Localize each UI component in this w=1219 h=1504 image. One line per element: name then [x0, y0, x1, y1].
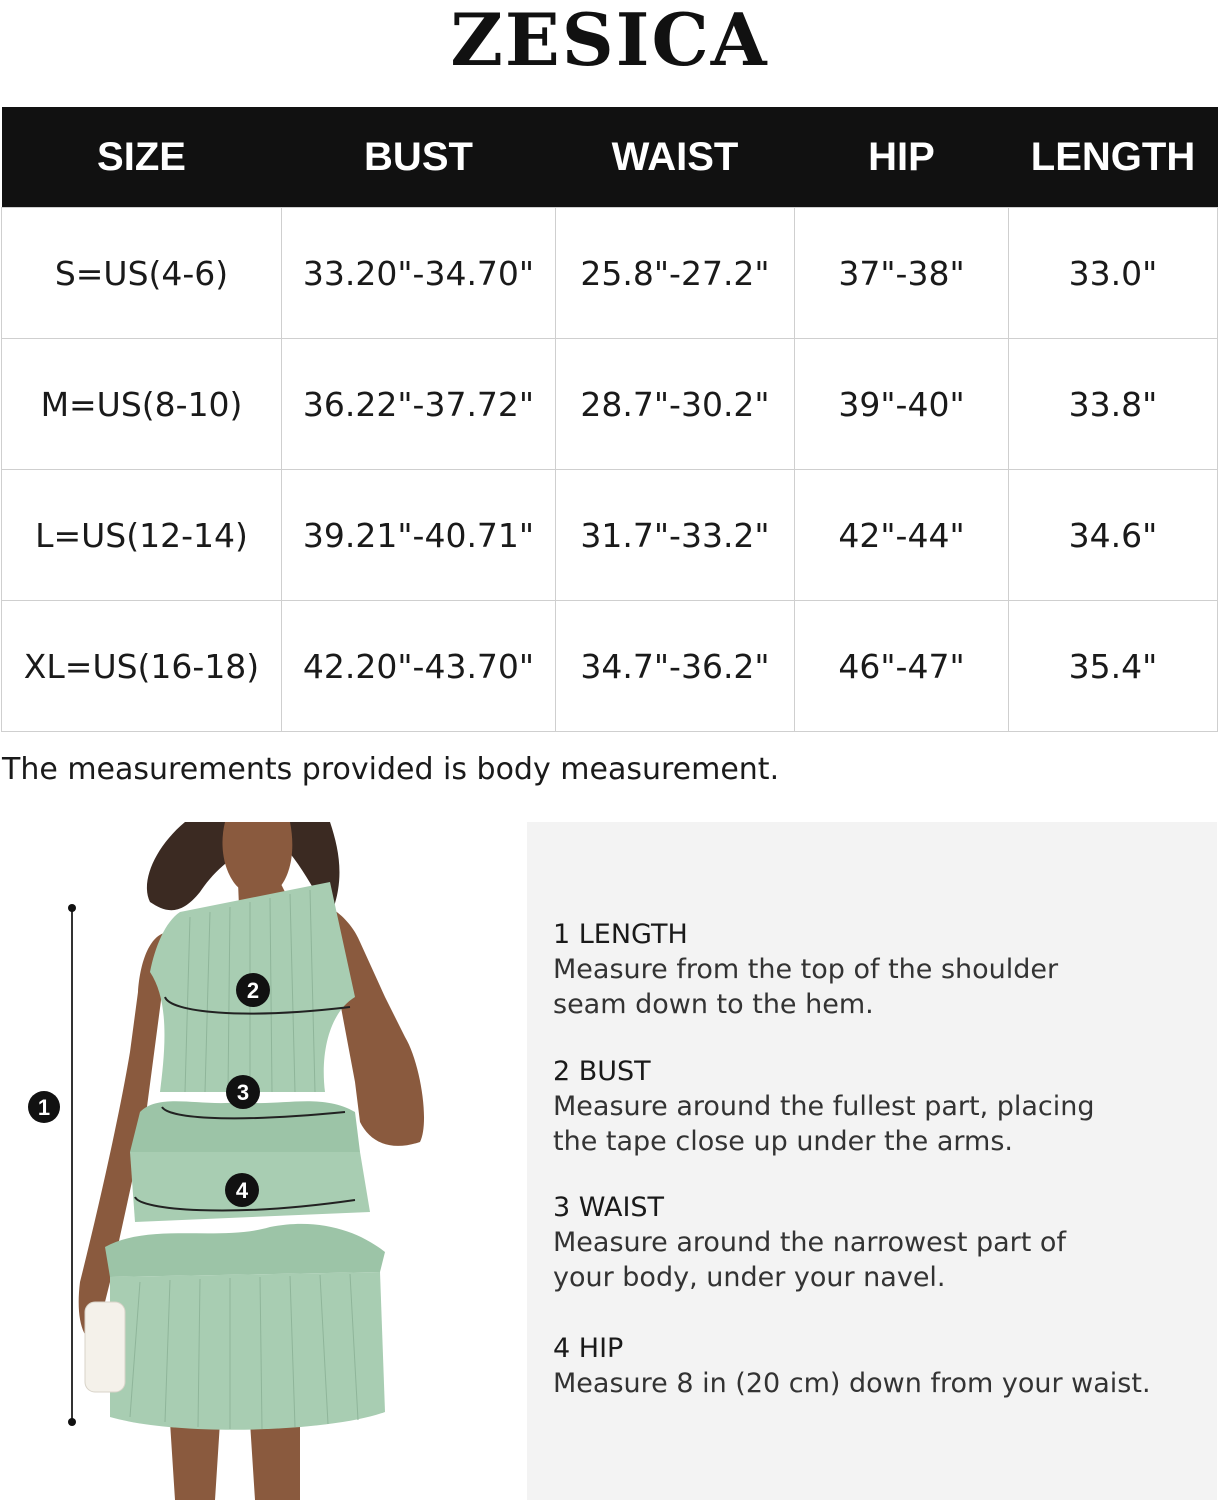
guide-title: 4 HIP [553, 1333, 624, 1364]
cell-size: L=US(12-14) [2, 470, 282, 601]
dress-ruffle-2 [105, 1224, 385, 1277]
cell-waist: 34.7"-36.2" [556, 601, 795, 732]
table-row [2, 208, 1218, 339]
legs-skin [170, 1422, 300, 1500]
size-chart-table [1, 107, 1218, 732]
cell-length: 33.8" [1009, 339, 1218, 470]
guide-description: Measure around the narrowest part of your body, under your navel. [553, 1227, 1066, 1293]
table-header-row [2, 107, 1218, 208]
guide-title: 3 WAIST [553, 1192, 665, 1223]
cell-bust: 39.21"-40.71" [282, 470, 556, 601]
cell-size: S=US(4-6) [2, 208, 282, 339]
measurement-note: The measurements provided is body measurement. [2, 752, 780, 787]
header-hip: HIP [795, 107, 1009, 208]
guide-item-waist [553, 1191, 1193, 1295]
guide-description: Measure 8 in (20 cm) down from your waist. [553, 1368, 1151, 1399]
guide-description: Measure around the fullest part, placing the tape close up under the arms. [553, 1091, 1095, 1157]
length-line-start [68, 904, 76, 912]
marker-length-label: 1 [37, 1095, 51, 1120]
measurement-guide-panel [527, 822, 1217, 1500]
header-waist: WAIST [556, 107, 795, 208]
guide-title: 2 BUST [553, 1056, 651, 1087]
cell-length: 34.6" [1009, 470, 1218, 601]
cell-size: M=US(8-10) [2, 339, 282, 470]
cell-waist: 25.8"-27.2" [556, 208, 795, 339]
model-figure-panel [0, 822, 520, 1500]
cell-hip: 37"-38" [795, 208, 1009, 339]
cell-length: 33.0" [1009, 208, 1218, 339]
marker-waist-label: 3 [236, 1080, 250, 1105]
cell-bust: 42.20"-43.70" [282, 601, 556, 732]
guide-item-length [553, 918, 1193, 1022]
cell-hip: 46"-47" [795, 601, 1009, 732]
cell-size: XL=US(16-18) [2, 601, 282, 732]
cell-length: 35.4" [1009, 601, 1218, 732]
cell-hip: 42"-44" [795, 470, 1009, 601]
table-row [2, 339, 1218, 470]
cell-waist: 28.7"-30.2" [556, 339, 795, 470]
cell-waist: 31.7"-33.2" [556, 470, 795, 601]
length-line-end [68, 1418, 76, 1426]
guide-description: Measure from the top of the shoulder seam down to the hem. [553, 954, 1059, 1020]
header-bust: BUST [282, 107, 556, 208]
table-row [2, 601, 1218, 732]
guide-item-bust [553, 1055, 1193, 1159]
header-size: SIZE [2, 107, 282, 208]
header-length: LENGTH [1009, 107, 1218, 208]
clutch-bag [85, 1302, 125, 1392]
dress-skirt [110, 1272, 385, 1430]
brand-logo: ZESICA [450, 0, 769, 82]
guide-item-hip [553, 1332, 1193, 1401]
marker-bust-label: 2 [246, 978, 260, 1003]
guide-title: 1 LENGTH [553, 919, 688, 950]
cell-bust: 33.20"-34.70" [282, 208, 556, 339]
table-row [2, 470, 1218, 601]
cell-hip: 39"-40" [795, 339, 1009, 470]
model-illustration [0, 822, 520, 1500]
cell-bust: 36.22"-37.72" [282, 339, 556, 470]
marker-hip-label: 4 [235, 1178, 249, 1203]
